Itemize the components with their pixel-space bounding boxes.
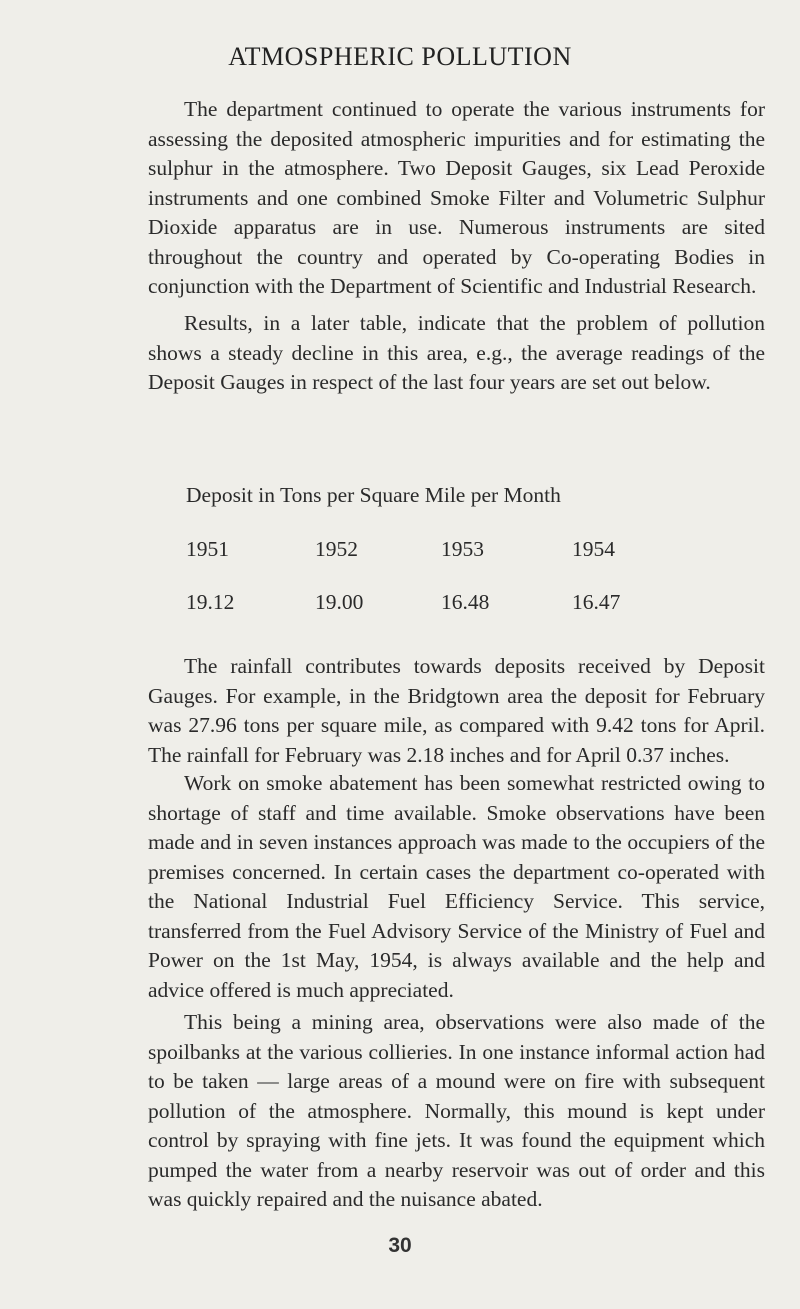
paragraph-rainfall: The rainfall contributes towards deposits received by Deposit Gauges. For example, in the Bridgtown area the deposit for February was 27.96 tons per square mile, as compared with 9.42 tons for April. The rainfall for February was 2.18 inches and for April 0.37 inches. bbox=[148, 654, 765, 767]
value-cell: 16.47 bbox=[572, 590, 621, 614]
page-number: 30 bbox=[388, 1234, 412, 1257]
deposit-table-years-row bbox=[186, 537, 746, 569]
paragraph-results: Results, in a later table, indicate that the problem of pollution shows a steady decline in this area, e.g., the average readings of the Deposit Gauges in respect of the last four years are set out below. bbox=[148, 311, 765, 394]
page-title: ATMOSPHERIC POLLUTION bbox=[228, 42, 572, 71]
year-cell: 1953 bbox=[441, 537, 484, 561]
year-cell: 1952 bbox=[315, 537, 358, 561]
value-cell: 19.00 bbox=[315, 590, 364, 614]
paragraph-instruments: The department continued to operate the various instruments for assessing the deposited atmospheric impurities and for estimating the sulphur in the atmosphere. Two Deposit Gauges, six Lead Peroxide instruments and one combined Smoke Filter and Volumetric Sulphur Dioxide apparatus are in use. Numerous instruments are sited throughout the country and operated by Co-operating Bodies in conjunction with the Department of Scientific and Industrial Research. bbox=[148, 97, 765, 298]
paragraph-smoke-abatement: Work on smoke abatement has been somewhat restricted owing to shortage of staff and time available. Smoke observations have been made and in seven instances approach was made to the occupiers of the premises concerned. In certain cases the department co-operated with the National Industrial Fuel Efficiency Service. This service, transferred from the Fuel Advisory Service of the Ministry of Fuel and Power on the 1st May, 1954, is always available and the help and advice offered is much appreciated. bbox=[148, 771, 765, 1002]
year-cell: 1951 bbox=[186, 537, 229, 561]
paragraph-spoilbanks: This being a mining area, observations were also made of the spoilbanks at the various collieries. In one instance informal action had to be taken — large areas of a mound were on fire with subsequent pollution of the atmosphere. Normally, this mound is kept under control by spraying with fine jets. It was found the equipment which pumped the water from a nearby reservoir was out of order and this was quickly repaired and the nuisance abated. bbox=[148, 1010, 765, 1211]
deposit-table-values-row bbox=[186, 590, 746, 622]
year-cell: 1954 bbox=[572, 537, 615, 561]
deposit-table-caption: Deposit in Tons per Square Mile per Month bbox=[186, 483, 561, 507]
value-cell: 16.48 bbox=[441, 590, 490, 614]
value-cell: 19.12 bbox=[186, 590, 235, 614]
